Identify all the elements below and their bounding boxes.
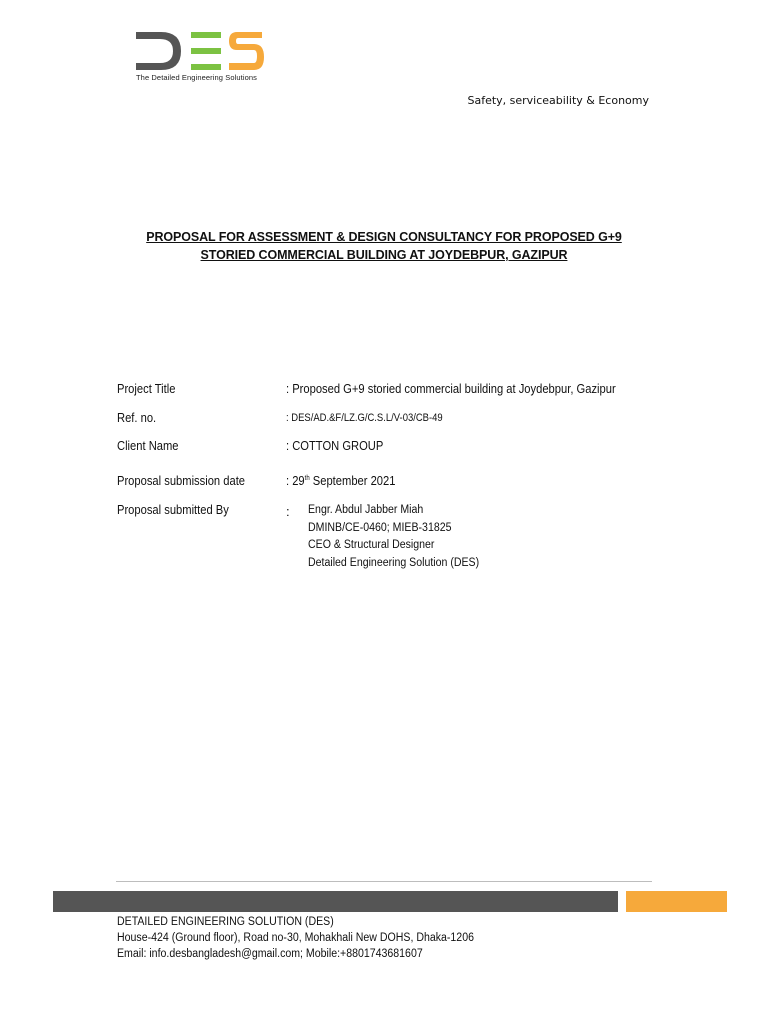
document-title-line-1: PROPOSAL FOR ASSESSMENT & DESIGN CONSULTANCY FOR PROPOSED G+9 bbox=[146, 230, 622, 244]
submission-date-value: : 29th September 2021 bbox=[286, 473, 396, 488]
footer-contact bbox=[117, 914, 505, 962]
footer-bar-orange bbox=[626, 891, 727, 912]
header-motto: Safety, serviceability & Economy bbox=[467, 94, 649, 107]
submitted-by-colon: : bbox=[286, 504, 290, 519]
submitter-position: CEO & Structural Designer bbox=[308, 539, 435, 551]
project-title-value: : Proposed G+9 storied commercial building at Joydebpur, Gazipur bbox=[286, 381, 616, 396]
submitter-name: Engr. Abdul Jabber Miah bbox=[308, 504, 424, 516]
document-title-line-2: STORIED COMMERCIAL BUILDING AT JOYDEBPUR, GAZIPUR bbox=[200, 248, 568, 262]
submitted-by-label: Proposal submitted By bbox=[117, 502, 229, 517]
ref-no-label: Ref. no. bbox=[117, 410, 157, 425]
client-name-value: : COTTON GROUP bbox=[286, 438, 384, 453]
submitter-company: Detailed Engineering Solution (DES) bbox=[308, 556, 480, 569]
footer-bar-dark bbox=[53, 891, 618, 912]
document-title bbox=[100, 228, 668, 264]
footer-divider bbox=[116, 881, 652, 882]
submitter-details bbox=[308, 502, 494, 572]
footer-email-mobile: Email: info.desbangladesh@gmail.com; Mobile:+8801743681607 bbox=[117, 948, 423, 960]
footer-company: DETAILED ENGINEERING SOLUTION (DES) bbox=[117, 916, 334, 928]
submission-date-label: Proposal submission date bbox=[117, 473, 246, 488]
logo-tagline: The Detailed Engineering Solutions bbox=[136, 73, 257, 82]
submitter-membership: DMINB/CE-0460; MIEB-31825 bbox=[308, 521, 452, 534]
client-name-label: Client Name bbox=[117, 438, 179, 453]
footer-address: House-424 (Ground floor), Road no-30, Mohakhali New DOHS, Dhaka-1206 bbox=[117, 932, 474, 944]
ref-no-value: : DES/AD.&F/LZ.G/C.S.L/V-03/CB-49 bbox=[286, 412, 443, 424]
project-title-label: Project Title bbox=[117, 381, 176, 396]
